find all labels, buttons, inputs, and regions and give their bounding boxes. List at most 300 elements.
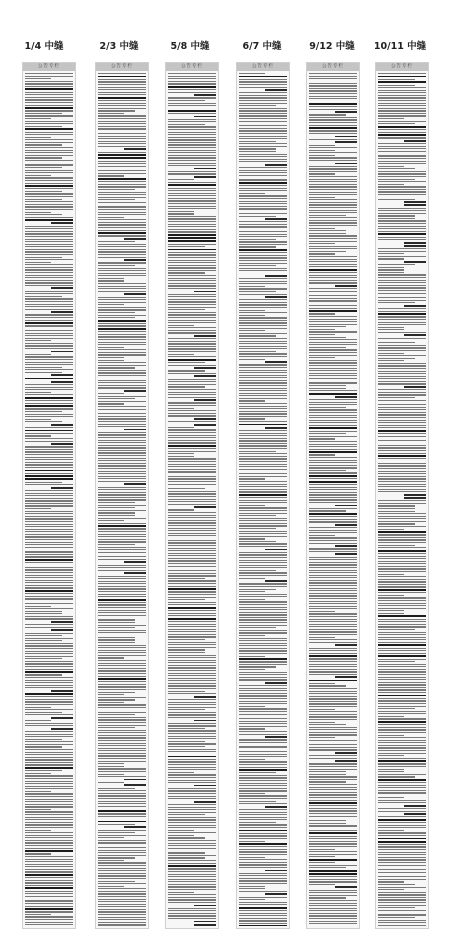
text-line xyxy=(168,155,216,156)
text-line xyxy=(239,567,287,568)
text-line xyxy=(98,707,146,708)
text-line xyxy=(309,422,357,423)
text-line xyxy=(25,536,73,537)
text-line xyxy=(25,850,73,852)
text-line xyxy=(98,919,146,920)
text-line xyxy=(404,494,426,496)
text-line xyxy=(378,894,426,895)
text-line xyxy=(168,283,216,284)
text-line xyxy=(309,119,357,120)
text-line xyxy=(378,742,426,743)
text-line xyxy=(98,904,146,905)
text-line xyxy=(239,302,287,303)
text-line xyxy=(25,345,73,346)
text-line xyxy=(25,212,51,213)
text-line xyxy=(25,749,73,750)
text-line xyxy=(309,454,335,455)
text-line xyxy=(309,484,357,485)
text-line xyxy=(25,916,73,917)
text-line xyxy=(98,76,146,78)
text-line xyxy=(239,632,287,633)
text-line xyxy=(239,502,287,503)
text-line xyxy=(98,893,146,894)
text-line xyxy=(168,566,216,567)
text-line xyxy=(168,678,216,679)
text-line xyxy=(309,96,357,97)
text-line xyxy=(378,644,426,646)
text-line xyxy=(98,304,124,305)
text-line xyxy=(239,596,287,597)
text-line xyxy=(25,608,73,609)
text-line xyxy=(378,132,426,133)
text-line xyxy=(309,593,357,594)
text-line xyxy=(378,447,426,448)
text-line xyxy=(239,208,287,209)
text-line xyxy=(239,913,287,914)
text-line xyxy=(168,530,216,531)
text-line xyxy=(309,737,335,738)
text-line xyxy=(378,322,426,323)
text-line xyxy=(168,370,205,371)
text-line xyxy=(309,792,357,793)
text-line xyxy=(168,314,216,315)
text-line xyxy=(98,681,146,682)
text-line xyxy=(239,801,276,802)
text-line xyxy=(98,403,124,404)
text-line xyxy=(239,224,287,225)
text-line xyxy=(98,758,146,759)
text-line xyxy=(309,693,357,694)
text-line xyxy=(378,721,426,723)
text-line xyxy=(168,852,205,853)
text-line xyxy=(98,727,135,728)
text-line xyxy=(309,714,357,715)
text-line xyxy=(168,267,216,268)
text-line xyxy=(25,685,73,686)
text-line xyxy=(25,304,73,305)
text-line xyxy=(25,709,73,710)
text-line xyxy=(168,312,216,313)
text-line xyxy=(378,753,426,754)
strip-text xyxy=(239,73,287,926)
text-line xyxy=(25,152,73,153)
text-line xyxy=(378,350,426,351)
text-line xyxy=(378,108,426,109)
text-line xyxy=(309,355,357,356)
text-line xyxy=(98,199,135,200)
text-line xyxy=(239,448,287,449)
text-line xyxy=(378,827,426,828)
text-line xyxy=(168,649,205,650)
text-line xyxy=(239,769,287,771)
text-line xyxy=(168,655,216,656)
text-line xyxy=(25,773,51,774)
text-line xyxy=(239,851,287,852)
text-line xyxy=(168,198,216,199)
text-line xyxy=(309,771,346,772)
text-line xyxy=(124,293,146,295)
text-line xyxy=(309,295,357,296)
text-line xyxy=(239,554,287,555)
text-line xyxy=(239,685,287,686)
text-line xyxy=(239,188,287,189)
text-line xyxy=(168,634,216,635)
text-line xyxy=(404,305,426,307)
text-line xyxy=(378,832,426,833)
text-line xyxy=(25,123,73,124)
text-line xyxy=(168,819,216,820)
text-line xyxy=(309,664,357,665)
text-line xyxy=(98,692,135,693)
text-line xyxy=(378,584,426,585)
text-line xyxy=(194,116,216,118)
text-line xyxy=(309,251,346,252)
text-line xyxy=(168,575,216,576)
text-line xyxy=(309,114,346,115)
text-line xyxy=(25,914,51,915)
text-line xyxy=(98,901,146,902)
text-line xyxy=(25,478,73,480)
text-line xyxy=(98,387,146,388)
text-line xyxy=(25,155,73,156)
text-line xyxy=(168,78,216,79)
text-line xyxy=(239,780,287,781)
text-line xyxy=(239,739,287,740)
text-line xyxy=(168,254,216,255)
text-line xyxy=(309,570,357,571)
text-line xyxy=(25,372,62,373)
text-line xyxy=(239,198,287,199)
text-line xyxy=(168,437,216,438)
text-line xyxy=(239,268,287,269)
text-line xyxy=(239,286,265,287)
text-line xyxy=(25,593,73,594)
text-line xyxy=(25,340,51,341)
text-line xyxy=(309,590,357,591)
text-line xyxy=(239,185,287,186)
text-line xyxy=(98,317,135,318)
text-line xyxy=(168,540,216,541)
text-line xyxy=(25,651,73,652)
text-line xyxy=(309,388,346,389)
text-line xyxy=(309,802,357,804)
text-line xyxy=(309,910,357,911)
text-line xyxy=(265,580,287,582)
text-line xyxy=(98,166,146,167)
text-line xyxy=(378,835,426,836)
text-line xyxy=(378,100,426,101)
text-line xyxy=(168,381,216,382)
text-line xyxy=(239,838,287,839)
text-line xyxy=(309,280,357,281)
text-line xyxy=(98,309,146,310)
text-line xyxy=(98,265,135,266)
text-line xyxy=(239,310,265,311)
text-line xyxy=(25,806,73,807)
text-line xyxy=(98,719,146,720)
text-line xyxy=(378,811,426,812)
text-line xyxy=(239,824,287,825)
text-line xyxy=(309,551,357,552)
text-line xyxy=(168,200,216,201)
text-line xyxy=(239,728,265,729)
text-line xyxy=(98,154,146,156)
text-line xyxy=(168,709,205,710)
text-line xyxy=(309,787,357,788)
text-line xyxy=(25,796,73,797)
text-line xyxy=(25,400,73,401)
text-line xyxy=(25,508,51,509)
text-line xyxy=(239,677,287,678)
text-line xyxy=(309,634,357,635)
text-line xyxy=(309,189,357,190)
text-line xyxy=(98,883,146,884)
text-line xyxy=(98,413,146,414)
text-line xyxy=(239,591,265,592)
text-line xyxy=(378,433,426,434)
text-line xyxy=(25,908,73,910)
text-line xyxy=(25,801,73,802)
text-line xyxy=(378,302,415,303)
text-line xyxy=(98,471,146,472)
text-line xyxy=(168,613,216,614)
text-line xyxy=(309,277,357,278)
text-line xyxy=(25,757,73,758)
text-line xyxy=(168,555,216,556)
text-line xyxy=(168,660,216,661)
text-line xyxy=(25,172,73,173)
text-line xyxy=(239,617,287,618)
text-line xyxy=(98,141,146,142)
text-line xyxy=(239,203,287,204)
text-line xyxy=(239,570,276,571)
text-line xyxy=(378,521,426,522)
text-line xyxy=(378,758,426,759)
text-line xyxy=(98,914,146,915)
text-line xyxy=(168,365,216,366)
text-line xyxy=(309,291,357,292)
text-line xyxy=(168,504,216,505)
text-line xyxy=(98,862,146,863)
text-line xyxy=(378,790,426,791)
text-line xyxy=(309,732,357,733)
text-line xyxy=(25,275,73,276)
text-line xyxy=(25,454,73,455)
text-line xyxy=(51,424,73,426)
text-line xyxy=(309,724,346,725)
text-line xyxy=(25,132,73,133)
text-line xyxy=(168,456,194,457)
text-line xyxy=(25,791,51,792)
column-title-5: 9/12 中缝 xyxy=(309,41,355,52)
text-line xyxy=(168,741,205,742)
text-line xyxy=(25,191,62,192)
text-line xyxy=(194,291,216,293)
text-line xyxy=(309,740,357,741)
text-line xyxy=(378,300,426,301)
text-line xyxy=(239,557,287,558)
text-line xyxy=(98,339,146,340)
text-line xyxy=(98,830,146,831)
text-line xyxy=(25,671,73,673)
text-line xyxy=(239,528,276,529)
text-line xyxy=(378,610,404,611)
text-line xyxy=(98,214,146,215)
text-line xyxy=(168,599,205,600)
text-line xyxy=(309,362,357,363)
column-title-4: 6/7 中缝 xyxy=(242,41,282,52)
text-line xyxy=(98,655,146,656)
text-line xyxy=(98,888,146,889)
text-line xyxy=(378,779,426,781)
text-line xyxy=(378,556,426,557)
text-line xyxy=(378,90,426,91)
text-line xyxy=(309,575,357,576)
text-line xyxy=(309,489,357,490)
text-line xyxy=(239,92,287,93)
text-line xyxy=(168,578,205,579)
text-line xyxy=(378,103,426,104)
text-line xyxy=(98,270,146,271)
text-line xyxy=(25,204,73,205)
text-line xyxy=(239,507,287,508)
text-line xyxy=(309,580,357,581)
text-line xyxy=(25,219,73,221)
text-line xyxy=(378,458,426,459)
text-line xyxy=(378,248,426,249)
text-line xyxy=(25,723,73,724)
text-line xyxy=(25,754,73,755)
text-line xyxy=(98,737,146,738)
text-line xyxy=(309,402,357,403)
text-line xyxy=(168,915,216,916)
text-line xyxy=(378,324,426,325)
text-line xyxy=(239,356,287,357)
text-line xyxy=(98,227,146,228)
text-line xyxy=(309,127,357,129)
text-line xyxy=(309,510,346,511)
text-line xyxy=(309,744,357,745)
text-line xyxy=(378,589,426,591)
text-line xyxy=(168,491,216,492)
text-line xyxy=(239,775,287,776)
text-line xyxy=(378,899,426,900)
text-line xyxy=(25,333,73,334)
text-line xyxy=(168,865,216,867)
text-line xyxy=(309,769,357,770)
text-line xyxy=(309,494,357,495)
newspaper-strip-2 xyxy=(95,62,149,929)
text-line xyxy=(25,411,62,412)
text-line xyxy=(378,392,426,393)
text-line xyxy=(309,256,357,257)
text-line xyxy=(378,363,426,364)
text-line xyxy=(378,269,404,270)
text-line xyxy=(378,550,426,552)
text-line xyxy=(378,231,426,232)
text-line xyxy=(124,572,146,574)
text-line xyxy=(98,170,146,171)
text-line xyxy=(239,81,287,82)
text-line xyxy=(239,143,287,144)
text-line xyxy=(25,725,73,726)
text-line xyxy=(98,73,146,74)
text-line xyxy=(309,390,357,391)
text-line xyxy=(168,234,216,236)
text-line xyxy=(168,119,216,120)
text-line xyxy=(378,256,426,257)
text-line xyxy=(239,110,287,111)
text-line xyxy=(25,734,73,735)
text-line xyxy=(309,900,357,901)
text-line xyxy=(25,257,62,258)
text-line xyxy=(239,484,287,485)
text-line xyxy=(25,259,73,260)
text-line xyxy=(98,735,146,736)
text-line xyxy=(25,397,73,399)
text-line xyxy=(98,645,146,646)
text-line xyxy=(25,752,73,753)
text-line xyxy=(309,903,357,904)
text-line xyxy=(378,365,426,366)
text-line xyxy=(194,924,216,926)
text-line xyxy=(239,864,287,865)
text-line xyxy=(168,481,216,482)
text-line xyxy=(378,272,404,273)
text-line xyxy=(98,906,146,907)
text-line xyxy=(378,463,426,464)
text-line xyxy=(239,348,287,349)
text-line xyxy=(25,551,73,552)
text-line xyxy=(239,609,287,610)
text-line xyxy=(25,648,73,649)
text-line xyxy=(378,191,426,192)
text-line xyxy=(25,624,73,625)
text-line xyxy=(25,859,73,860)
text-line xyxy=(98,810,146,812)
text-line xyxy=(239,159,287,160)
text-line xyxy=(25,94,73,95)
text-line xyxy=(168,798,216,799)
text-line xyxy=(309,217,357,218)
text-line xyxy=(239,294,287,295)
text-line xyxy=(98,793,146,794)
text-line xyxy=(98,586,146,587)
text-line xyxy=(239,138,287,139)
text-line xyxy=(239,536,287,537)
text-line xyxy=(98,445,146,446)
text-line xyxy=(25,891,73,892)
text-line xyxy=(194,506,216,508)
text-line xyxy=(239,179,287,180)
text-line xyxy=(168,825,216,826)
text-line xyxy=(239,413,287,414)
text-line xyxy=(239,136,287,137)
strip-text xyxy=(168,73,216,926)
text-line xyxy=(378,143,426,144)
text-line xyxy=(309,305,357,306)
text-line xyxy=(239,398,287,399)
text-line xyxy=(378,889,404,890)
text-line xyxy=(239,589,276,590)
text-line xyxy=(98,123,146,124)
text-line xyxy=(98,105,146,106)
text-line xyxy=(168,249,216,251)
text-line xyxy=(378,489,426,490)
newspaper-strip-6 xyxy=(375,62,429,929)
text-line xyxy=(98,458,146,459)
text-line xyxy=(168,857,205,858)
